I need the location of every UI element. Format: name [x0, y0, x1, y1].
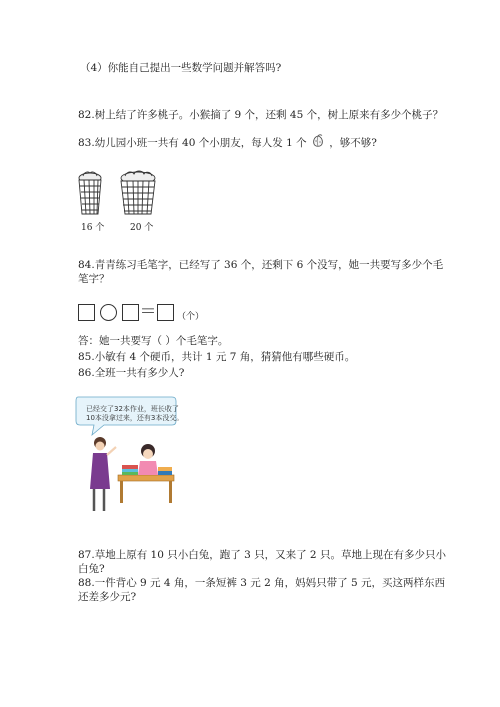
question-88-line-1: 88.一件背心 9 元 4 角，一条短裤 3 元 2 角，妈妈只带了 5 元，买这两样东西: [78, 577, 445, 589]
basket-label-2: 20 个: [130, 223, 154, 233]
speech-bubble-line-2: 10本没拿过来，还有3本没交。: [86, 414, 184, 422]
question-4-prompt: （4）你能自己提出一些数学问题并解答吗?: [80, 62, 282, 74]
question-82: 82.树上结了许多桃子。小猴摘了 9 个，还剩 45 个，树上原来有多少个桃子？: [78, 109, 444, 121]
answer-box-1: [78, 304, 95, 321]
speech-bubble-line-1: 已经交了32本作业，班长收了: [86, 405, 179, 413]
question-85: 85.小敏有 4 个硬币，共计 1 元 7 角，猜猜他有哪些硬币。: [78, 351, 356, 363]
question-83-text-after: ，够不够?: [329, 137, 377, 149]
question-83: [78, 134, 377, 152]
equation-template: [78, 301, 204, 323]
speech-bubble-text: [86, 405, 183, 423]
baskets-icon: [76, 170, 166, 220]
equals-sign: ＝: [139, 301, 157, 322]
question-87-line-1: 87.草地上原有 10 只小白兔，跑了 3 只，又来了 2 只。草地上现在有多少只小: [78, 549, 446, 561]
question-83-text-before: 83.幼儿园小班一共有 40 个小朋友，每人发 1 个: [78, 137, 307, 149]
question-84-line-2: 笔字？: [78, 273, 110, 285]
operator-circle: [100, 304, 117, 321]
question-87-line-2: 白兔?: [78, 563, 105, 575]
answer-box-2: [122, 304, 139, 321]
answer-box-result: [157, 304, 174, 321]
question-86: 86.全班一共有多少人?: [78, 367, 185, 379]
peach-icon: [312, 134, 324, 152]
basket-label-1: 16 个: [81, 223, 105, 233]
peach-baskets-illustration: [76, 170, 166, 232]
unit-label: （个）: [177, 311, 205, 322]
question-84-line-1: 84.青青练习毛笔字，已经写了 36 个，还剩下 6 个没写，她一共要写多少个毛: [78, 259, 444, 271]
question-84-answer: 答：她一共要写（ ）个毛笔字。: [78, 335, 229, 347]
question-88-line-2: 还差多少元?: [78, 591, 137, 603]
